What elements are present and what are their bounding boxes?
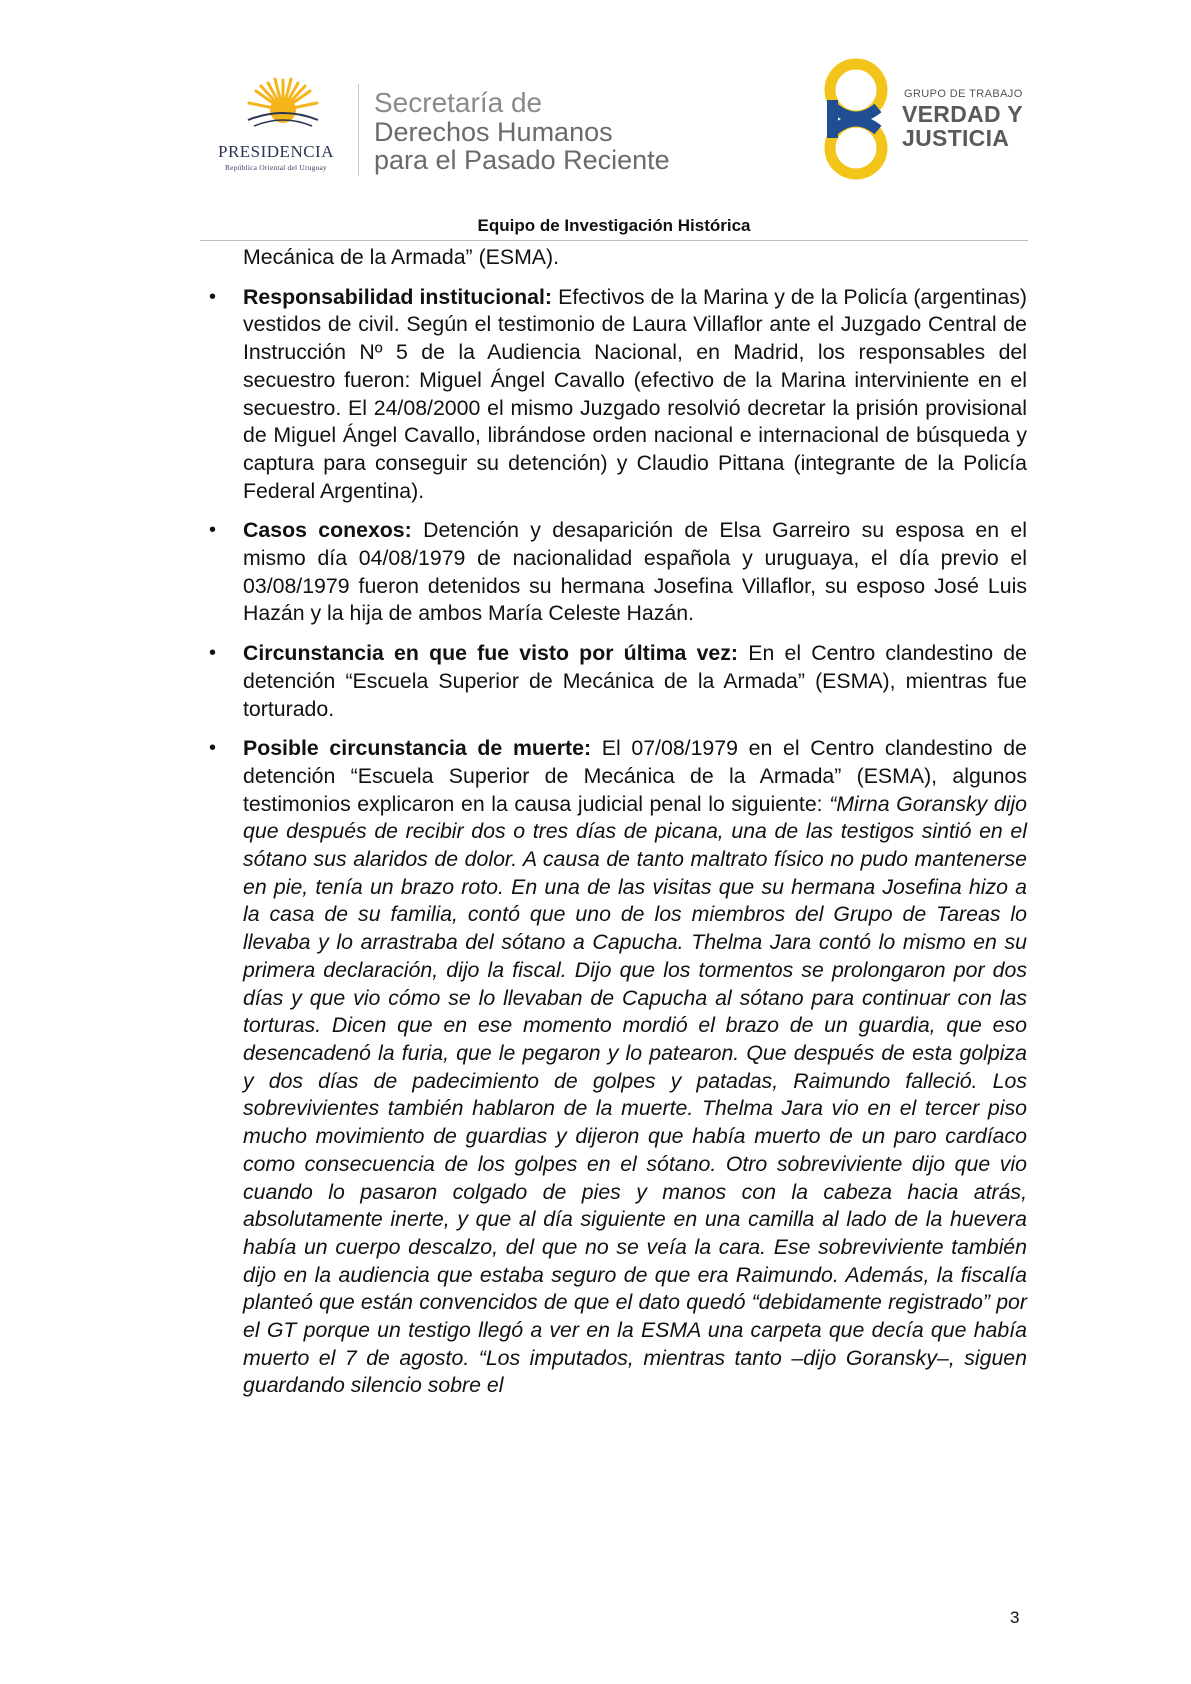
bullet-icon: • bbox=[209, 737, 217, 760]
sun-icon bbox=[246, 76, 320, 128]
testimony-quote: “Mirna Goransky dijo que después de recibir dos o tres días de picana, una de las testigos sintió en el sótano sus alaridos de dolor. A causa de tanto maltrato físico no pudo mantenerse en pie, tenía un brazo roto. En una de las visitas que su hermana Josefina hizo a la casa de su familia, contó que uno de los miembros del Grupo de Tareas lo llevaba y lo arrastraba del sótano a Capucha. Thelma Jara contó lo mismo en su primera declaración, dijo la fiscal. Dijo que los tormentos se prolongaron por dos días y que vio cómo se lo llevaban de Capucha al sótano para continuar con las torturas. Dicen que en ese momento mordió el brazo de un guardia, que eso desencadenó la furia, que le pegaron y lo patearon. Que después de esta golpiza y dos días de padecimiento de golpes y patadas, Raimundo falleció. Los sobrevivientes también hablaron de la muerte. Thelma Jara vio en el tercer piso mucho movimiento de guardias y dijeron que había muerto de un paro cardíaco como consecuencia de los golpes en el sótano. Otro sobreviviente dijo que vio cuando lo pasaron colgado de pies y manos con la cabeza hacia atrás, absolutamente inerte, y que al día siguiente en una camilla al lado de la huevera había un cuerpo descalzo, del que no se veía la cara. Ese sobreviviente también dijo en la audiencia que estaba seguro de que era Raimundo. Además, la fiscalía planteó que están convencidos de que el dato quedó “debidamente registrado” por el GT porque un testigo llegó a ver en la ESMA una carpeta que decía que había muerto el 7 de agosto. “Los imputados, mientras tanto –dijo Goransky–, siguen guardando silencio sobre el bbox=[243, 791, 1028, 1398]
item-label: Posible circunstancia de muerte: bbox=[243, 736, 592, 761]
item-label: Responsabilidad institucional: bbox=[243, 284, 553, 309]
secretaria-line-2: Derechos Humanos bbox=[374, 117, 613, 147]
presidencia-logo bbox=[196, 76, 356, 176]
list-item bbox=[209, 735, 1028, 1400]
list-item bbox=[209, 640, 1027, 723]
secretaria-logo bbox=[374, 88, 670, 174]
list-item bbox=[209, 284, 1028, 506]
continuation-text: Mecánica de la Armada” (ESMA). bbox=[243, 245, 560, 269]
bullet-icon: • bbox=[209, 642, 217, 665]
secretaria-line-1: Secretaría de bbox=[374, 87, 543, 118]
list-item bbox=[209, 517, 1027, 628]
figure-eight-icon bbox=[820, 56, 892, 182]
grupo-title-line-2: JUSTICIA bbox=[902, 125, 1010, 151]
item-text: Detención y desaparición de Elsa Garreiro su esposa en el mismo día 04/08/1979 de nacionalidad española y uruguaya, el día previo el 03/08/1979 fueron detenidos su hermana Josefina Villaflor, su esposo José Luis Hazán y la hija de ambos María Celeste Hazán. bbox=[243, 518, 1027, 626]
item-label: Casos conexos: bbox=[243, 518, 412, 543]
grupo-title bbox=[902, 102, 1023, 150]
grupo-small-label: GRUPO DE TRABAJO bbox=[904, 88, 1023, 100]
grupo-title-line-1: VERDAD Y bbox=[902, 101, 1023, 127]
item-text: Efectivos de la Marina y de la Policía (argentinas) vestidos de civil. Según el testimonio de Laura Villaflor ante el Juzgado Central de Instrucción Nº 5 de la Audiencia Nacional, en Madrid, los responsables del secuestro fueron: Miguel Ángel Cavallo (efectivo de la Marina interviniente en el secuestro. El 24/08/2000 el mismo Juzgado resolvió decretar la prisión provisional de Miguel Ángel Cavallo, librándose orden nacional e internacional de búsqueda y captura para conseguir su detención) y Claudio Pittana (integrante de la Policía Federal Argentina). bbox=[243, 284, 1028, 503]
bullet-icon: • bbox=[209, 519, 217, 542]
item-text: En el Centro clandestino de detención “Escuela Superior de Mecánica de la Armada” (ESMA), mientras fue torturado. bbox=[243, 641, 1027, 721]
presidencia-name: PRESIDENCIA bbox=[217, 142, 334, 161]
header-rule bbox=[200, 240, 1028, 241]
item-text: El 07/08/1979 en el Centro clandestino de detención “Escuela Superior de Mecánica de la Armada” (ESMA), algunos testimonios explicaron en la causa judicial penal lo siguiente: bbox=[243, 736, 1027, 816]
header-divider bbox=[358, 84, 359, 176]
secretaria-line-3: para el Pasado Reciente bbox=[374, 145, 670, 175]
item-label: Circunstancia en que fue visto por última vez: bbox=[243, 641, 739, 666]
team-title: Equipo de Investigación Histórica bbox=[477, 216, 751, 235]
bullet-icon: • bbox=[209, 285, 217, 308]
page-header bbox=[0, 0, 1191, 215]
grupo-trabajo-logo bbox=[820, 56, 1040, 182]
document-body bbox=[209, 244, 1028, 1400]
presidencia-subtitle: República Oriental del Uruguay bbox=[224, 163, 327, 172]
page-number: 3 bbox=[1010, 1608, 1020, 1627]
